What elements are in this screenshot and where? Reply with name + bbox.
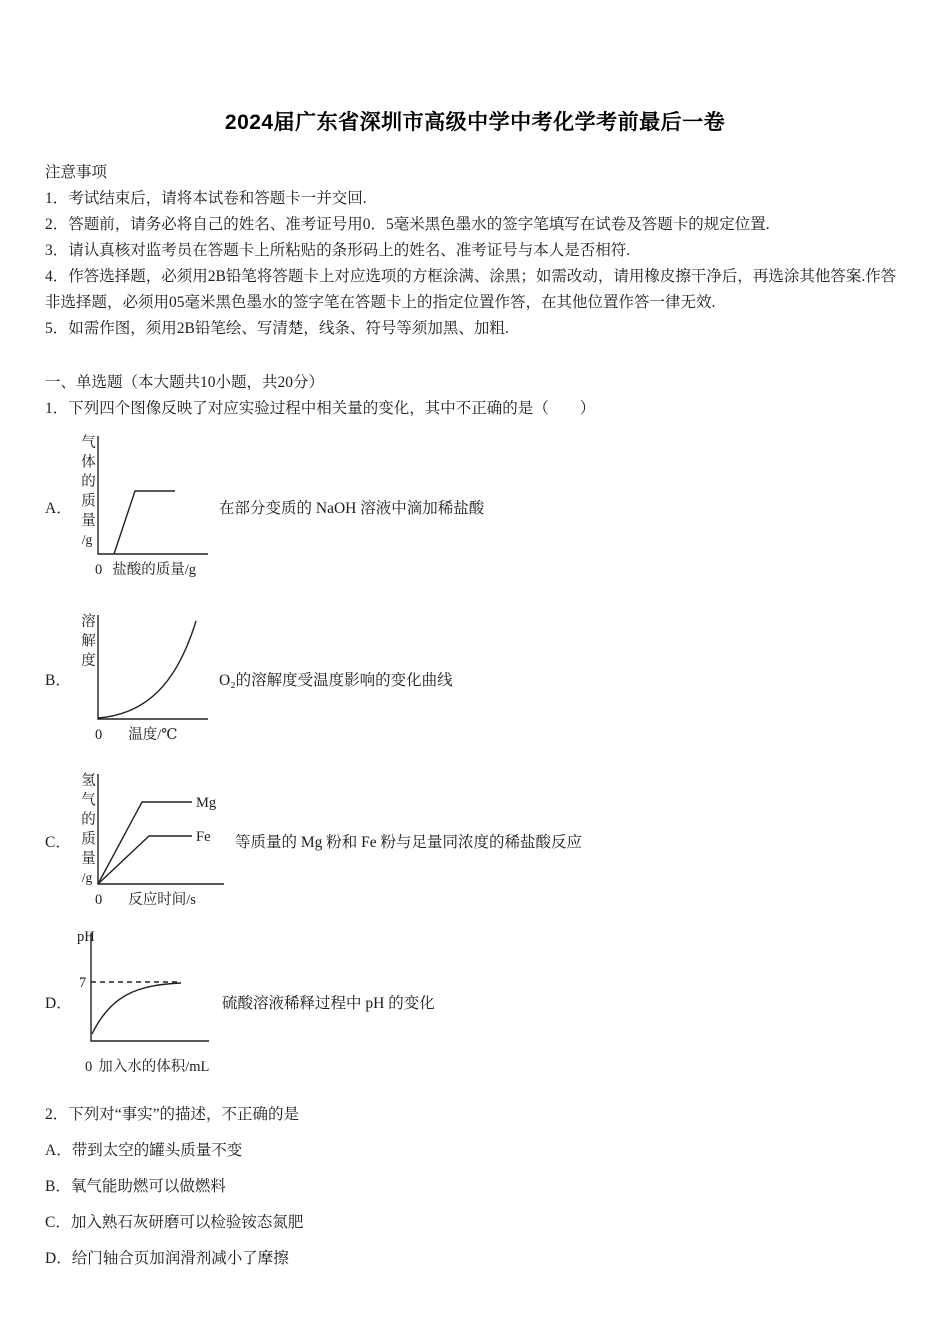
- q2-stem: 2．下列对“事实”的描述，不正确的是: [45, 1106, 300, 1123]
- origin-label: 0: [95, 892, 103, 908]
- axes: [98, 436, 208, 554]
- mg-series-label: Mg: [196, 795, 217, 811]
- option-c-letter: C．: [45, 833, 71, 851]
- graph-b-svg: [97, 613, 209, 721]
- ph-curve: [92, 983, 181, 1034]
- x-axis-label: 盐酸的质量/g: [112, 562, 197, 578]
- q2-option-d: D．给门轴合页加润滑剂减小了摩擦: [45, 1250, 289, 1267]
- option-d-letter: D．: [45, 994, 72, 1012]
- x-axis-label: 反应时间/s: [128, 892, 196, 908]
- notice-item-2: 2．答题前，请务必将自己的姓名、准考证号用0．5毫米黑色墨水的签字笔填写在试卷及答题卡的规定位置.: [45, 216, 770, 233]
- origin-label: 0: [85, 1059, 93, 1075]
- graph-b-y-axis-title: [77, 613, 97, 672]
- ph-axis-label: pH: [77, 929, 95, 945]
- axes: [98, 615, 208, 719]
- graph-c-svg: [97, 772, 225, 886]
- ref-line-7-label: 7: [79, 975, 87, 991]
- notice-item-3: 3．请认真核对监考员在答题卡上所粘贴的条形码上的姓名、准考证号与本人是否相符.: [45, 242, 631, 259]
- y-axis-unit: /g: [81, 531, 93, 547]
- graph-a-x-axis: [95, 558, 209, 579]
- x-axis-label: 加入水的体积/mL: [98, 1059, 210, 1075]
- option-d-description: 硫酸溶液稀释过程中 pH 的变化: [222, 994, 435, 1012]
- option-b-description: O₂的溶解度受温度影响的变化曲线: [219, 671, 453, 689]
- option-b-letter: B．: [45, 671, 71, 689]
- graph-b-x-axis: [95, 723, 209, 744]
- graph-d-plot-area: [77, 927, 212, 1053]
- notice-heading: 注意事项: [45, 164, 108, 181]
- graph-c-plot-area: [77, 772, 225, 886]
- mg-curve: [98, 802, 192, 884]
- graph-d-svg: [77, 927, 212, 1053]
- y-axis-label: 溶解度: [79, 613, 95, 672]
- graph-a-svg: [97, 434, 209, 556]
- q1-option-a: [45, 434, 905, 579]
- option-c-description: 等质量的 Mg 粉和 Fe 粉与足量同浓度的稀盐酸反应: [235, 833, 583, 851]
- q1-option-c: [45, 772, 905, 909]
- solubility-curve: [98, 621, 196, 718]
- graph-c: [77, 772, 225, 909]
- option-a-description: 在部分变质的 NaOH 溶液中滴加稀盐酸: [219, 499, 485, 517]
- gas-mass-curve: [114, 491, 175, 554]
- fe-curve: [98, 836, 192, 884]
- page-title: 2024届广东省深圳市高级中学中考化学考前最后一卷: [224, 111, 726, 134]
- q2-option-a: A．带到太空的罐头质量不变: [45, 1142, 243, 1159]
- graph-d-x-axis: [85, 1055, 212, 1076]
- y-axis-label: 氢气的质量: [79, 772, 95, 870]
- graph-b-plot-area: [77, 613, 209, 721]
- x-axis-label: 温度/℃: [128, 727, 178, 743]
- origin-label: 0: [95, 727, 103, 743]
- q2-option-c: C．加入熟石灰研磨可以检验铵态氮肥: [45, 1214, 304, 1231]
- q1-stem: 1．下列四个图像反映了对应实验过程中相关量的变化，其中不正确的是（ ）: [45, 400, 596, 417]
- graph-a: [77, 434, 209, 579]
- q1-option-d: [45, 927, 905, 1076]
- graph-c-x-axis: [95, 888, 225, 909]
- q1-option-b: [45, 613, 905, 744]
- graph-c-y-axis-title: [77, 772, 97, 886]
- section-heading: 一、单选题（本大题共10小题，共20分）: [45, 374, 325, 391]
- graph-a-plot-area: [77, 434, 209, 556]
- graph-b: [77, 613, 209, 744]
- y-axis-unit: /g: [81, 869, 93, 885]
- graph-d: [77, 927, 212, 1076]
- graph-a-y-axis-title: [77, 434, 97, 548]
- notice-item-4: 4．作答选择题，必须用2B铅笔将答题卡上对应选项的方框涂满、涂黑；如需改动，请用橡皮擦干净后，再选涂其他答案.作答非选择题，必须用05毫米黑色墨水的签字笔在答题卡上的指定位置作答，在其他位置作答一律无效.: [45, 268, 897, 311]
- notice-item-5: 5．如需作图，须用2B铅笔绘、写清楚，线条、符号等须加黑、加粗.: [45, 320, 509, 337]
- origin-label: 0: [95, 562, 103, 578]
- option-a-letter: A．: [45, 499, 72, 517]
- notice-item-1: 1．考试结束后，请将本试卷和答题卡一并交回.: [45, 190, 367, 207]
- fe-series-label: Fe: [196, 829, 211, 845]
- q2-option-b: B．氧气能助燃可以做燃料: [45, 1178, 226, 1195]
- y-axis-label: 气体的质量: [79, 434, 95, 532]
- notice-section: [45, 160, 905, 342]
